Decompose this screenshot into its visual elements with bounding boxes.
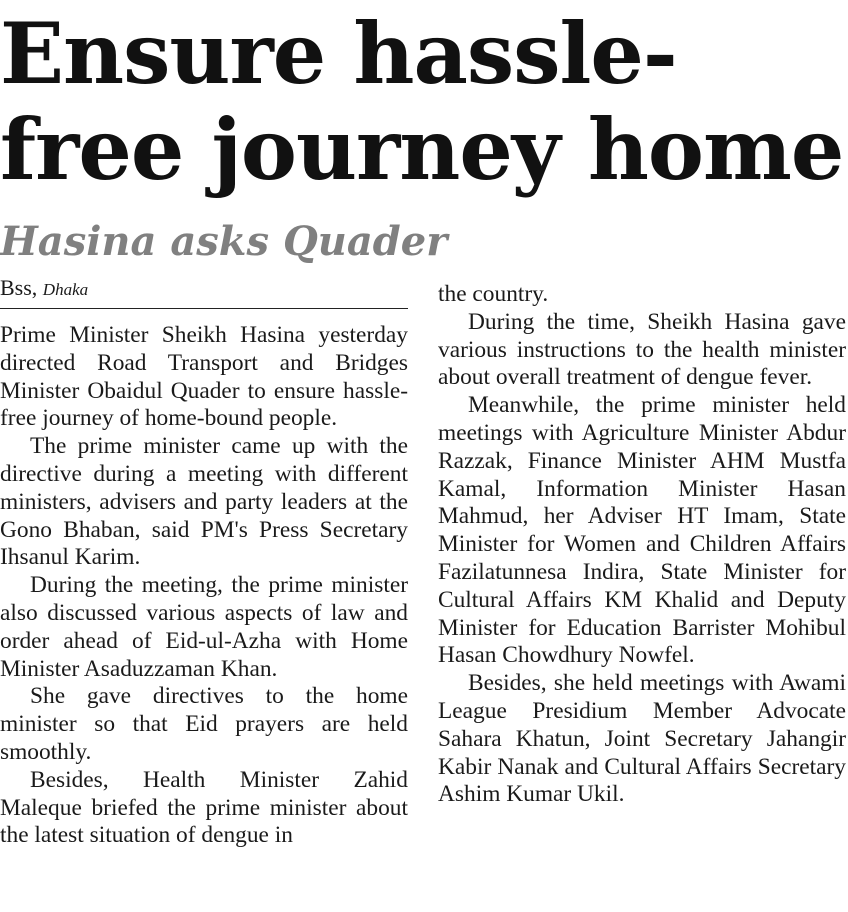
paragraph: Besides, she held meetings with Awami League Presidium Member Advocate Sahara Khatun, Joint Secretary Jahangir Kabir Nanak and Cultural Affairs Secretary Ashim Kumar Ukil. (438, 670, 846, 808)
paragraph: Meanwhile, the prime minister held meetings with Agriculture Minister Abdur Razzak, Finance Minister AHM Mustfa Kamal, Information Minister Hasan Mahmud, her Adviser HT Imam, State Minister for Women and Children Affairs Fazilatunnesa Indira, State Minister for Cultural Affairs KM Khalid and Deputy Minister for Education Barrister Mohibul Hasan Chowdhury Nowfel. (438, 392, 846, 669)
byline-dateline: Dhaka (42, 280, 89, 299)
paragraph: The prime minister came up with the directive during a meeting with different ministers, advisers and party leaders at the Gono Bhaban, said PM's Press Secretary Ihsanul Karim. (0, 433, 408, 571)
subheadline: Hasina asks Quader (0, 218, 448, 265)
paragraph: Besides, Health Minister Zahid Maleque briefed the prime minister about the latest situation of dengue in (0, 766, 408, 849)
article-column-2 (438, 281, 846, 809)
headline: Ensure hassle-free journey home (0, 4, 844, 199)
byline (0, 274, 408, 309)
paragraph: She gave directives to the home minister so that Eid prayers are held smoothly. (0, 683, 408, 765)
paragraph: During the meeting, the prime minister also discussed various aspects of law and order ahead of Eid-ul-Azha with Home Minister Asaduzzaman Khan. (0, 572, 408, 682)
article-column-1 (0, 322, 408, 850)
paragraph-continued: the country. (438, 281, 549, 307)
paragraph: During the time, Sheikh Hasina gave various instructions to the health minister about overall treatment of dengue fever. (438, 308, 846, 391)
paragraph: Prime Minister Sheikh Hasina yesterday directed Road Transport and Bridges Minister Obaidul Quader to ensure hassle-free journey of home-bound people. (0, 322, 408, 432)
byline-agency: Bss, (0, 275, 38, 300)
